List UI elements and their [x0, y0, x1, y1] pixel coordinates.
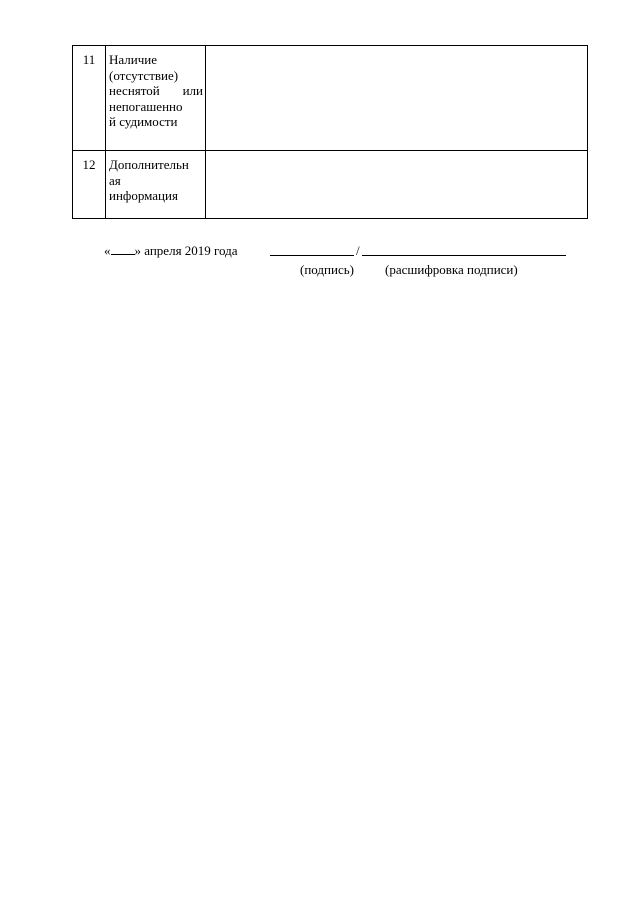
row-label: [106, 46, 206, 151]
form-table: [72, 45, 588, 219]
label-word: неснятой: [109, 83, 160, 98]
caption-signature: (подпись): [300, 262, 354, 277]
caption-signature-decode: (расшифровка подписи): [385, 262, 518, 277]
label-line: Дополнительн: [109, 157, 189, 172]
label-line: (отсутствие): [109, 67, 179, 83]
label-word: или: [182, 83, 203, 98]
date-text: » апреля 2019 года: [134, 243, 238, 258]
label-line: Наличие: [109, 52, 157, 67]
row-number: 11: [73, 46, 106, 151]
label-line: [109, 83, 203, 99]
signature-date-line: [104, 243, 238, 259]
label-line: й судимости: [109, 114, 178, 129]
day-blank-field[interactable]: [111, 243, 135, 255]
label-line: информация: [109, 188, 178, 203]
signature-blank-field[interactable]: [270, 255, 354, 256]
row-value-field[interactable]: [206, 151, 588, 219]
table-row: [73, 151, 588, 219]
signature-decode-blank-field[interactable]: [362, 255, 566, 256]
signature-slash: /: [356, 243, 360, 258]
table-row: [73, 46, 588, 151]
row-value-field[interactable]: [206, 46, 588, 151]
open-quote: «: [104, 243, 111, 258]
label-line: непогашенно: [109, 98, 183, 114]
row-label: [106, 151, 206, 219]
row-number: 12: [73, 151, 106, 219]
label-line: ая: [109, 172, 121, 188]
